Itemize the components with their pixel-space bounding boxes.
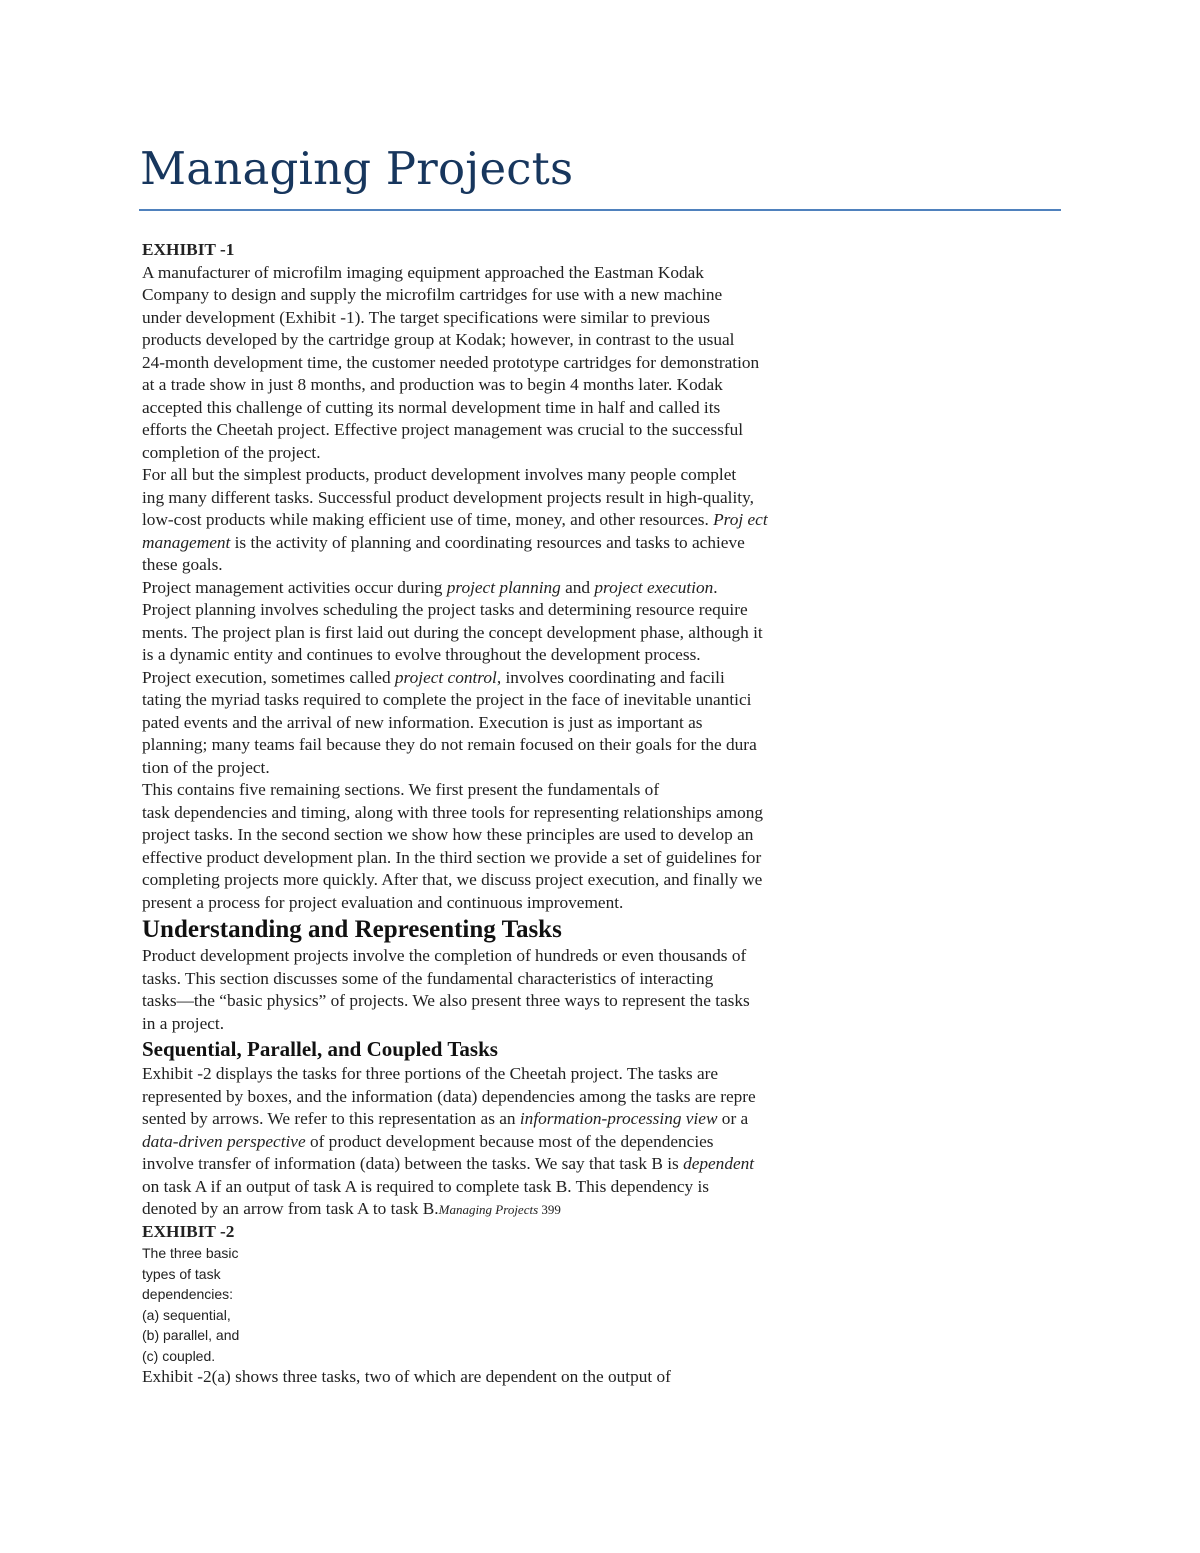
exhibit-2-label: EXHIBIT -2 (142, 1221, 235, 1241)
text-span: is the activity of planning and coordinating resources and tasks to achieve (230, 532, 745, 552)
text-span: , involves coordinating and facili (496, 667, 725, 687)
text-span: . (713, 577, 718, 597)
text-line: completion of the project. (142, 442, 321, 462)
text-line: Company to design and supply the microfilm cartridges for use with a new machine (142, 285, 723, 304)
text-line: ments. The project plan is first laid out during the concept development phase, although it (142, 622, 763, 642)
caption-line: (c) coupled. (142, 1347, 216, 1364)
text-line: Project planning involves scheduling the project tasks and determining resource require (142, 600, 748, 619)
text-line: Exhibit -2 displays the tasks for three portions of the Cheetah project. The tasks are (142, 1064, 719, 1083)
running-head: Managing Projects (438, 1202, 539, 1217)
text-line: products developed by the cartridge group at Kodak; however, in contrast to the usual (142, 330, 735, 349)
text-line (142, 1108, 882, 1131)
emphasis-term: project control (394, 667, 497, 687)
text-span: sented by arrows. We refer to this representation as an (142, 1109, 520, 1128)
page-number: 399 (538, 1202, 561, 1217)
text-line: effective product development plan. In the third section we provide a set of guidelines for (142, 847, 762, 867)
emphasis-term: dependent (683, 1154, 755, 1173)
caption-line: (b) parallel, and (142, 1327, 240, 1343)
title-underline (139, 209, 1061, 211)
text-line: tasks—the “basic physics” of projects. We also present three ways to represent the tasks (142, 991, 750, 1010)
text-span: low-cost products while making efficient use of time, money, and other resources. (142, 510, 714, 529)
emphasis-term: data-driven perspective (142, 1131, 306, 1151)
subsection-heading: Sequential, Parallel, and Coupled Tasks (142, 1037, 498, 1061)
emphasis-term: project planning (446, 577, 561, 597)
text-line (142, 667, 882, 690)
text-line: This contains five remaining sections. We first present the fundamentals of (142, 780, 660, 799)
text-line: represented by boxes, and the information (data) dependencies among the tasks are repre (142, 1086, 756, 1106)
text-line: is a dynamic entity and continues to evolve throughout the development process. (142, 645, 701, 664)
text-line: planning; many teams fail because they do not remain focused on their goals for the dura (142, 735, 757, 754)
text-line: project tasks. In the second section we show how these principles are used to develop an (142, 825, 754, 844)
text-line: under development (Exhibit -1). The target specifications were similar to previous (142, 307, 711, 327)
text-span: denoted by an arrow from task A to task B. (142, 1199, 439, 1218)
text-line: A manufacturer of microfilm imaging equipment approached the Eastman Kodak (142, 262, 704, 282)
text-span: and (560, 577, 595, 597)
text-span: of product development because most of the dependencies (305, 1131, 714, 1151)
text-line: For all but the simplest products, product development involves many people complet (142, 465, 737, 484)
text-span: or a (717, 1109, 749, 1128)
text-line: task dependencies and timing, along with three tools for representing relationships among (142, 802, 764, 822)
emphasis-term: management (142, 532, 231, 552)
text-line: in a project. (142, 1013, 225, 1033)
text-line (142, 1198, 882, 1221)
text-line: accepted this challenge of cutting its normal development time in half and called its (142, 397, 721, 417)
text-line: on task A if an output of task A is required to complete task B. This dependency is (142, 1176, 709, 1196)
text-line (142, 1131, 882, 1154)
text-line (142, 1153, 882, 1176)
text-line: pated events and the arrival of new information. Execution is just as important as (142, 712, 703, 732)
text-line: Exhibit -2(a) shows three tasks, two of which are dependent on the output of (142, 1367, 671, 1386)
caption-line: types of task (142, 1265, 221, 1282)
text-line: at a trade show in just 8 months, and production was to begin 4 months later. Kodak (142, 375, 723, 394)
exhibit-1-label: EXHIBIT -1 (142, 240, 235, 259)
page-title: Managing Projects (140, 142, 574, 195)
text-line: completing projects more quickly. After that, we discuss project execution, and finally we (142, 870, 763, 889)
text-line: efforts the Cheetah project. Effective project management was crucial to the successful (142, 420, 744, 439)
text-line: Product development projects involve the completion of hundreds or even thousands of (142, 946, 747, 965)
emphasis-term: project execution (594, 577, 714, 597)
text-line: tasks. This section discusses some of the fundamental characteristics of interacting (142, 968, 714, 988)
text-span: Project management activities occur during (142, 577, 447, 597)
text-line: present a process for project evaluation and continuous improvement. (142, 892, 624, 912)
document-body (142, 239, 882, 1389)
text-line (142, 532, 882, 555)
section-heading: Understanding and Representing Tasks (142, 916, 562, 943)
text-line: tion of the project. (142, 757, 270, 777)
text-span: Project execution, sometimes called (142, 667, 395, 687)
caption-line: (a) sequential, (142, 1306, 231, 1323)
text-span: involve transfer of information (data) between the tasks. We say that task B is (142, 1154, 684, 1173)
emphasis-term: Proj ect (713, 510, 768, 529)
caption-line: The three basic (142, 1245, 239, 1261)
text-line: 24-month development time, the customer needed prototype cartridges for demonstration (142, 352, 760, 372)
text-line: tating the myriad tasks required to complete the project in the face of inevitable unantici (142, 690, 752, 709)
text-line (142, 577, 882, 600)
text-line (142, 509, 882, 532)
caption-line: dependencies: (142, 1286, 234, 1302)
emphasis-term: information-processing view (519, 1109, 718, 1128)
text-line: ing many different tasks. Successful product development projects result in high-quality, (142, 487, 754, 507)
text-line: these goals. (142, 555, 223, 574)
